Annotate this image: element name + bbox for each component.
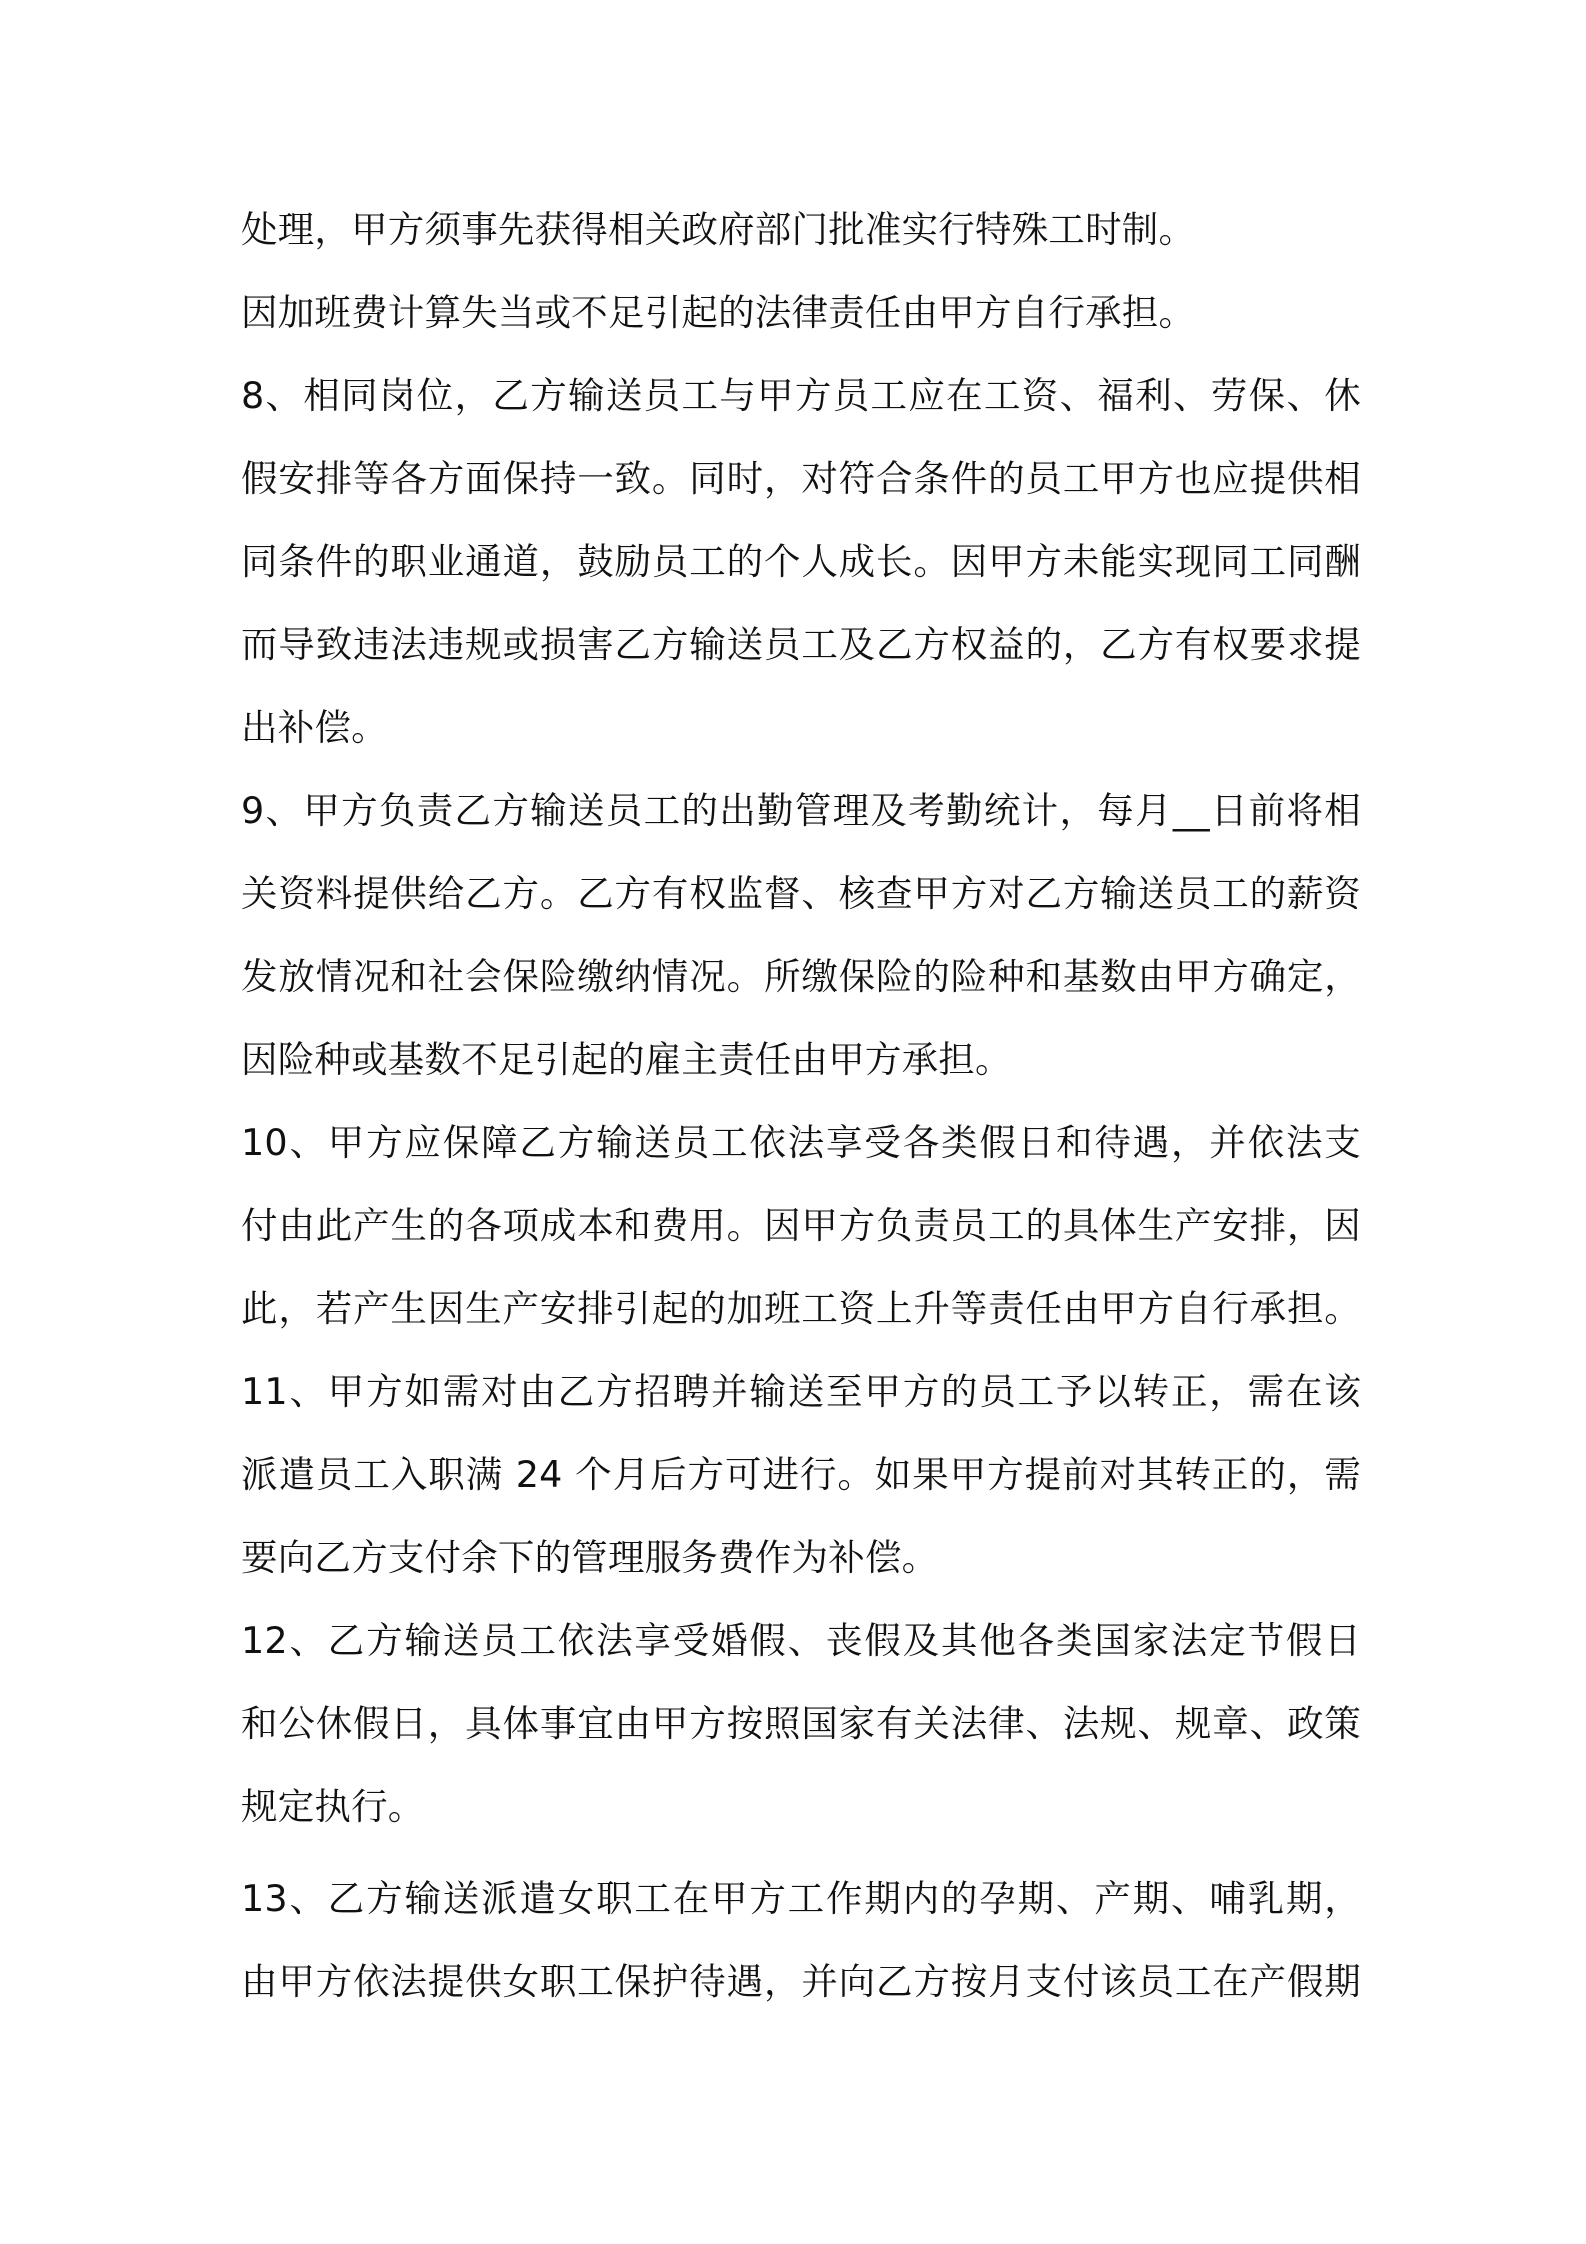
text-line: 此，若产生因生产安排引起的加班工资上升等责任由甲方自行承担。 (241, 1287, 1361, 1330)
text-line: 因险种或基数不足引起的雇主责任由甲方承担。 (241, 1038, 1012, 1081)
text-line: 发放情况和社会保险缴纳情况。所缴保险的险种和基数由甲方确定， (241, 955, 1361, 998)
text-line: 而导致违法违规或损害乙方输送员工及乙方权益的，乙方有权要求提 (241, 623, 1361, 666)
text-line: 要向乙方支付余下的管理服务费作为补偿。 (241, 1536, 939, 1579)
text-line: 派遣员工入职满 24 个月后方可进行。如果甲方提前对其转正的，需 (241, 1453, 1361, 1496)
text-line: 由甲方依法提供女职工保护待遇，并向乙方按月支付该员工在产假期 (241, 1960, 1361, 2003)
text-line: 关资料提供给乙方。乙方有权监督、核查甲方对乙方输送员工的薪资 (241, 872, 1361, 915)
text-line: 付由此产生的各项成本和费用。因甲方负责员工的具体生产安排，因 (241, 1204, 1361, 1247)
text-line: 因加班费计算失当或不足引起的法律责任由甲方自行承担。 (241, 291, 1196, 334)
text-line: 8、相同岗位，乙方输送员工与甲方员工应在工资、福利、劳保、休 (241, 374, 1361, 417)
text-line: 处理，甲方须事先获得相关政府部门批准实行特殊工时制。 (241, 208, 1196, 251)
text-line: 13、乙方输送派遣女职工在甲方工作期内的孕期、产期、哺乳期， (241, 1877, 1361, 1920)
text-line: 规定执行。 (241, 1785, 425, 1828)
text-line: 和公休假日，具体事宜由甲方按照国家有关法律、法规、规章、政策 (241, 1702, 1361, 1745)
text-line: 9、甲方负责乙方输送员工的出勤管理及考勤统计，每月__日前将相 (241, 789, 1361, 832)
text-line: 11、甲方如需对由乙方招聘并输送至甲方的员工予以转正，需在该 (241, 1370, 1361, 1413)
text-line: 10、甲方应保障乙方输送员工依法享受各类假日和待遇，并依法支 (241, 1121, 1361, 1164)
text-line: 出补偿。 (241, 706, 388, 749)
text-line: 12、乙方输送员工依法享受婚假、丧假及其他各类国家法定节假日 (241, 1619, 1361, 1662)
text-line: 同条件的职业通道，鼓励员工的个人成长。因甲方未能实现同工同酬 (241, 540, 1361, 583)
text-line: 假安排等各方面保持一致。同时，对符合条件的员工甲方也应提供相 (241, 457, 1361, 500)
